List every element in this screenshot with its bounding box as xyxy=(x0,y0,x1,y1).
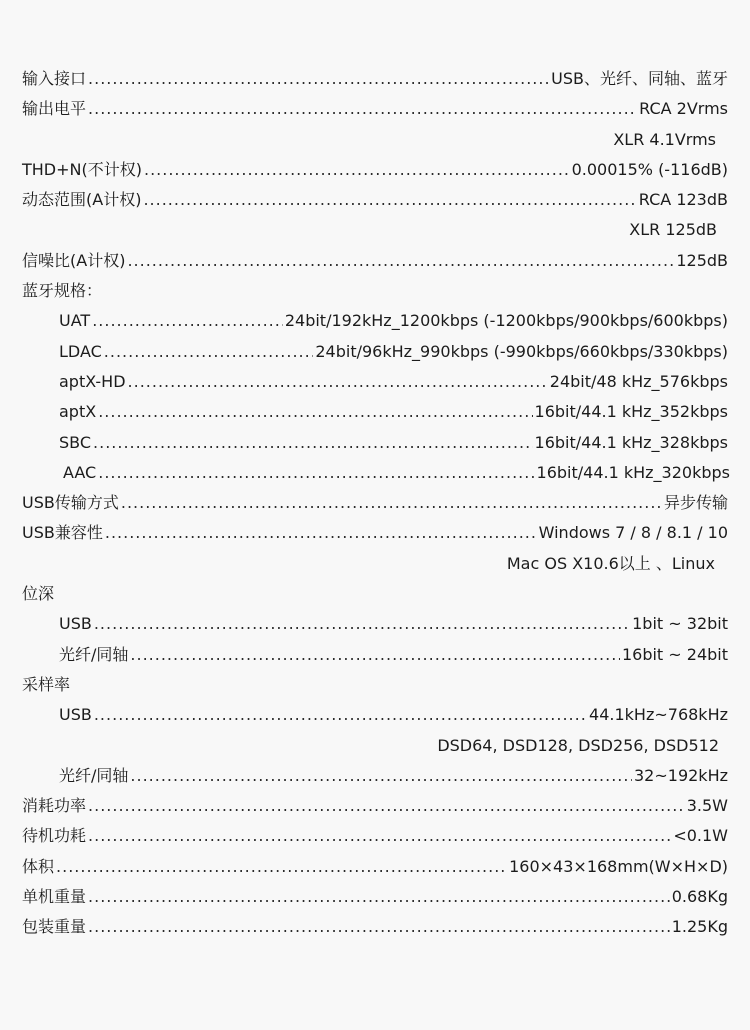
spec-row-usb-transfer xyxy=(0,488,750,518)
spec-row-uat xyxy=(0,306,750,336)
spec-label: UAT xyxy=(59,311,91,331)
dot-leader xyxy=(93,428,532,458)
spec-label: LDAC xyxy=(59,341,102,361)
dot-leader xyxy=(104,337,314,367)
spec-value: RCA 2Vrms xyxy=(639,99,728,119)
spec-value: RCA 123dB xyxy=(638,190,728,210)
spec-row-aptx-hd xyxy=(0,367,750,397)
spec-value: 16bit/44.1 kHz_328kbps xyxy=(534,432,728,452)
dot-leader xyxy=(121,488,662,518)
spec-label: AAC xyxy=(63,462,97,482)
spec-label: 单机重量 xyxy=(22,887,87,907)
spec-label: THD+N(不计权) xyxy=(22,159,142,179)
dot-leader xyxy=(130,761,632,791)
spec-row-sample-rate-usb-cont xyxy=(0,731,750,761)
spec-label: 信噪比(A计权) xyxy=(22,250,126,270)
spec-row-dynamic-range-cont xyxy=(0,215,750,245)
dot-leader xyxy=(128,367,548,397)
spec-row-aac xyxy=(0,458,750,488)
spec-row-ldac xyxy=(0,337,750,367)
spec-row-usb-compat xyxy=(0,518,750,548)
spec-label: 包装重量 xyxy=(22,917,87,937)
spec-row-thd xyxy=(0,155,750,185)
spec-row-aptx xyxy=(0,397,750,427)
spec-row-snr xyxy=(0,246,750,276)
dot-leader xyxy=(94,609,630,639)
spec-label: SBC xyxy=(59,432,92,452)
spec-value-continuation: XLR 125dB xyxy=(629,220,717,240)
spec-row-unit-weight xyxy=(0,882,750,912)
spec-row-sample-rate-usb xyxy=(0,700,750,730)
dot-leader xyxy=(88,94,637,124)
spec-row-dynamic-range xyxy=(0,185,750,215)
spec-value: 24bit/192kHz_1200kbps (-1200kbps/900kbps/600kbps) xyxy=(284,311,728,331)
spec-value: 125dB xyxy=(676,250,728,270)
spec-row-output-level xyxy=(0,94,750,124)
spec-value-continuation: XLR 4.1Vrms xyxy=(613,129,716,149)
section-heading: 位深 xyxy=(22,584,55,604)
spec-value: <0.1W xyxy=(673,826,728,846)
spec-row-bit-depth-usb xyxy=(0,609,750,639)
spec-sheet xyxy=(0,64,750,943)
spec-row-package-weight xyxy=(0,912,750,942)
dot-leader xyxy=(127,246,674,276)
dot-leader xyxy=(88,912,670,942)
spec-label: 输入接口 xyxy=(22,69,87,88)
spec-value: USB、光纤、同轴、蓝牙 xyxy=(551,69,728,88)
spec-row-usb-compat-cont xyxy=(0,549,750,579)
spec-value: 异步传输 xyxy=(663,493,728,513)
spec-label: 待机功耗 xyxy=(22,826,87,846)
spec-value: 160×43×168mm(W×H×D) xyxy=(509,856,728,876)
dot-leader xyxy=(88,64,549,94)
spec-label: 光纤/同轴 xyxy=(59,765,129,785)
dot-leader xyxy=(88,882,670,912)
section-heading-bit-depth xyxy=(0,579,750,609)
dot-leader xyxy=(94,700,587,730)
spec-value: 1bit ~ 32bit xyxy=(632,614,728,634)
dot-leader xyxy=(92,306,283,336)
section-heading: 采样率 xyxy=(22,674,71,694)
spec-label: 输出电平 xyxy=(22,99,87,119)
spec-value: 0.00015% (-116dB) xyxy=(571,159,728,179)
spec-row-dimensions xyxy=(0,852,750,882)
spec-label: 消耗功率 xyxy=(22,796,87,816)
spec-row-input-interface xyxy=(0,64,750,94)
spec-label: 光纤/同轴 xyxy=(59,644,129,664)
spec-label: USB兼容性 xyxy=(22,523,103,543)
spec-label: USB xyxy=(59,705,92,725)
spec-row-sample-rate-optical xyxy=(0,761,750,791)
spec-label: 体积 xyxy=(22,856,55,876)
spec-label: USB传输方式 xyxy=(22,493,119,513)
spec-value-continuation: Mac OS X10.6以上 、Linux xyxy=(506,553,715,573)
spec-value: 16bit ~ 24bit xyxy=(621,644,728,664)
spec-value: 44.1kHz~768kHz xyxy=(589,705,728,725)
spec-label: 动态范围(A计权) xyxy=(22,190,142,210)
dot-leader xyxy=(88,821,671,851)
dot-leader xyxy=(98,397,532,427)
spec-value: 3.5W xyxy=(686,796,728,816)
dot-leader xyxy=(143,185,636,215)
spec-row-sbc xyxy=(0,428,750,458)
spec-value-continuation: DSD64, DSD128, DSD256, DSD512 xyxy=(437,735,719,755)
section-heading: 蓝牙规格： xyxy=(22,281,103,301)
dot-leader xyxy=(105,518,537,548)
spec-value: 16bit/44.1 kHz_320kbps xyxy=(536,462,730,482)
dot-leader xyxy=(98,458,534,488)
spec-row-output-level-cont xyxy=(0,125,750,155)
spec-row-power xyxy=(0,791,750,821)
spec-value: 24bit/96kHz_990kbps (-990kbps/660kbps/330kbps) xyxy=(315,341,728,361)
spec-value: 0.68Kg xyxy=(671,887,728,907)
dot-leader xyxy=(88,791,685,821)
spec-value: 24bit/48 kHz_576kbps xyxy=(549,371,728,391)
spec-value: 1.25Kg xyxy=(671,917,728,937)
spec-value: 16bit/44.1 kHz_352kbps xyxy=(534,402,728,422)
spec-value: 32~192kHz xyxy=(634,765,728,785)
spec-value: Windows 7 / 8 / 8.1 / 10 xyxy=(538,523,728,543)
spec-row-bit-depth-optical xyxy=(0,640,750,670)
section-heading-sample-rate xyxy=(0,670,750,700)
dot-leader xyxy=(56,852,507,882)
spec-row-standby-power xyxy=(0,821,750,851)
section-heading-bluetooth xyxy=(0,276,750,306)
dot-leader xyxy=(144,155,570,185)
spec-label: aptX xyxy=(59,402,97,422)
dot-leader xyxy=(130,640,620,670)
spec-label: USB xyxy=(59,614,92,634)
spec-label: aptX-HD xyxy=(59,371,126,391)
